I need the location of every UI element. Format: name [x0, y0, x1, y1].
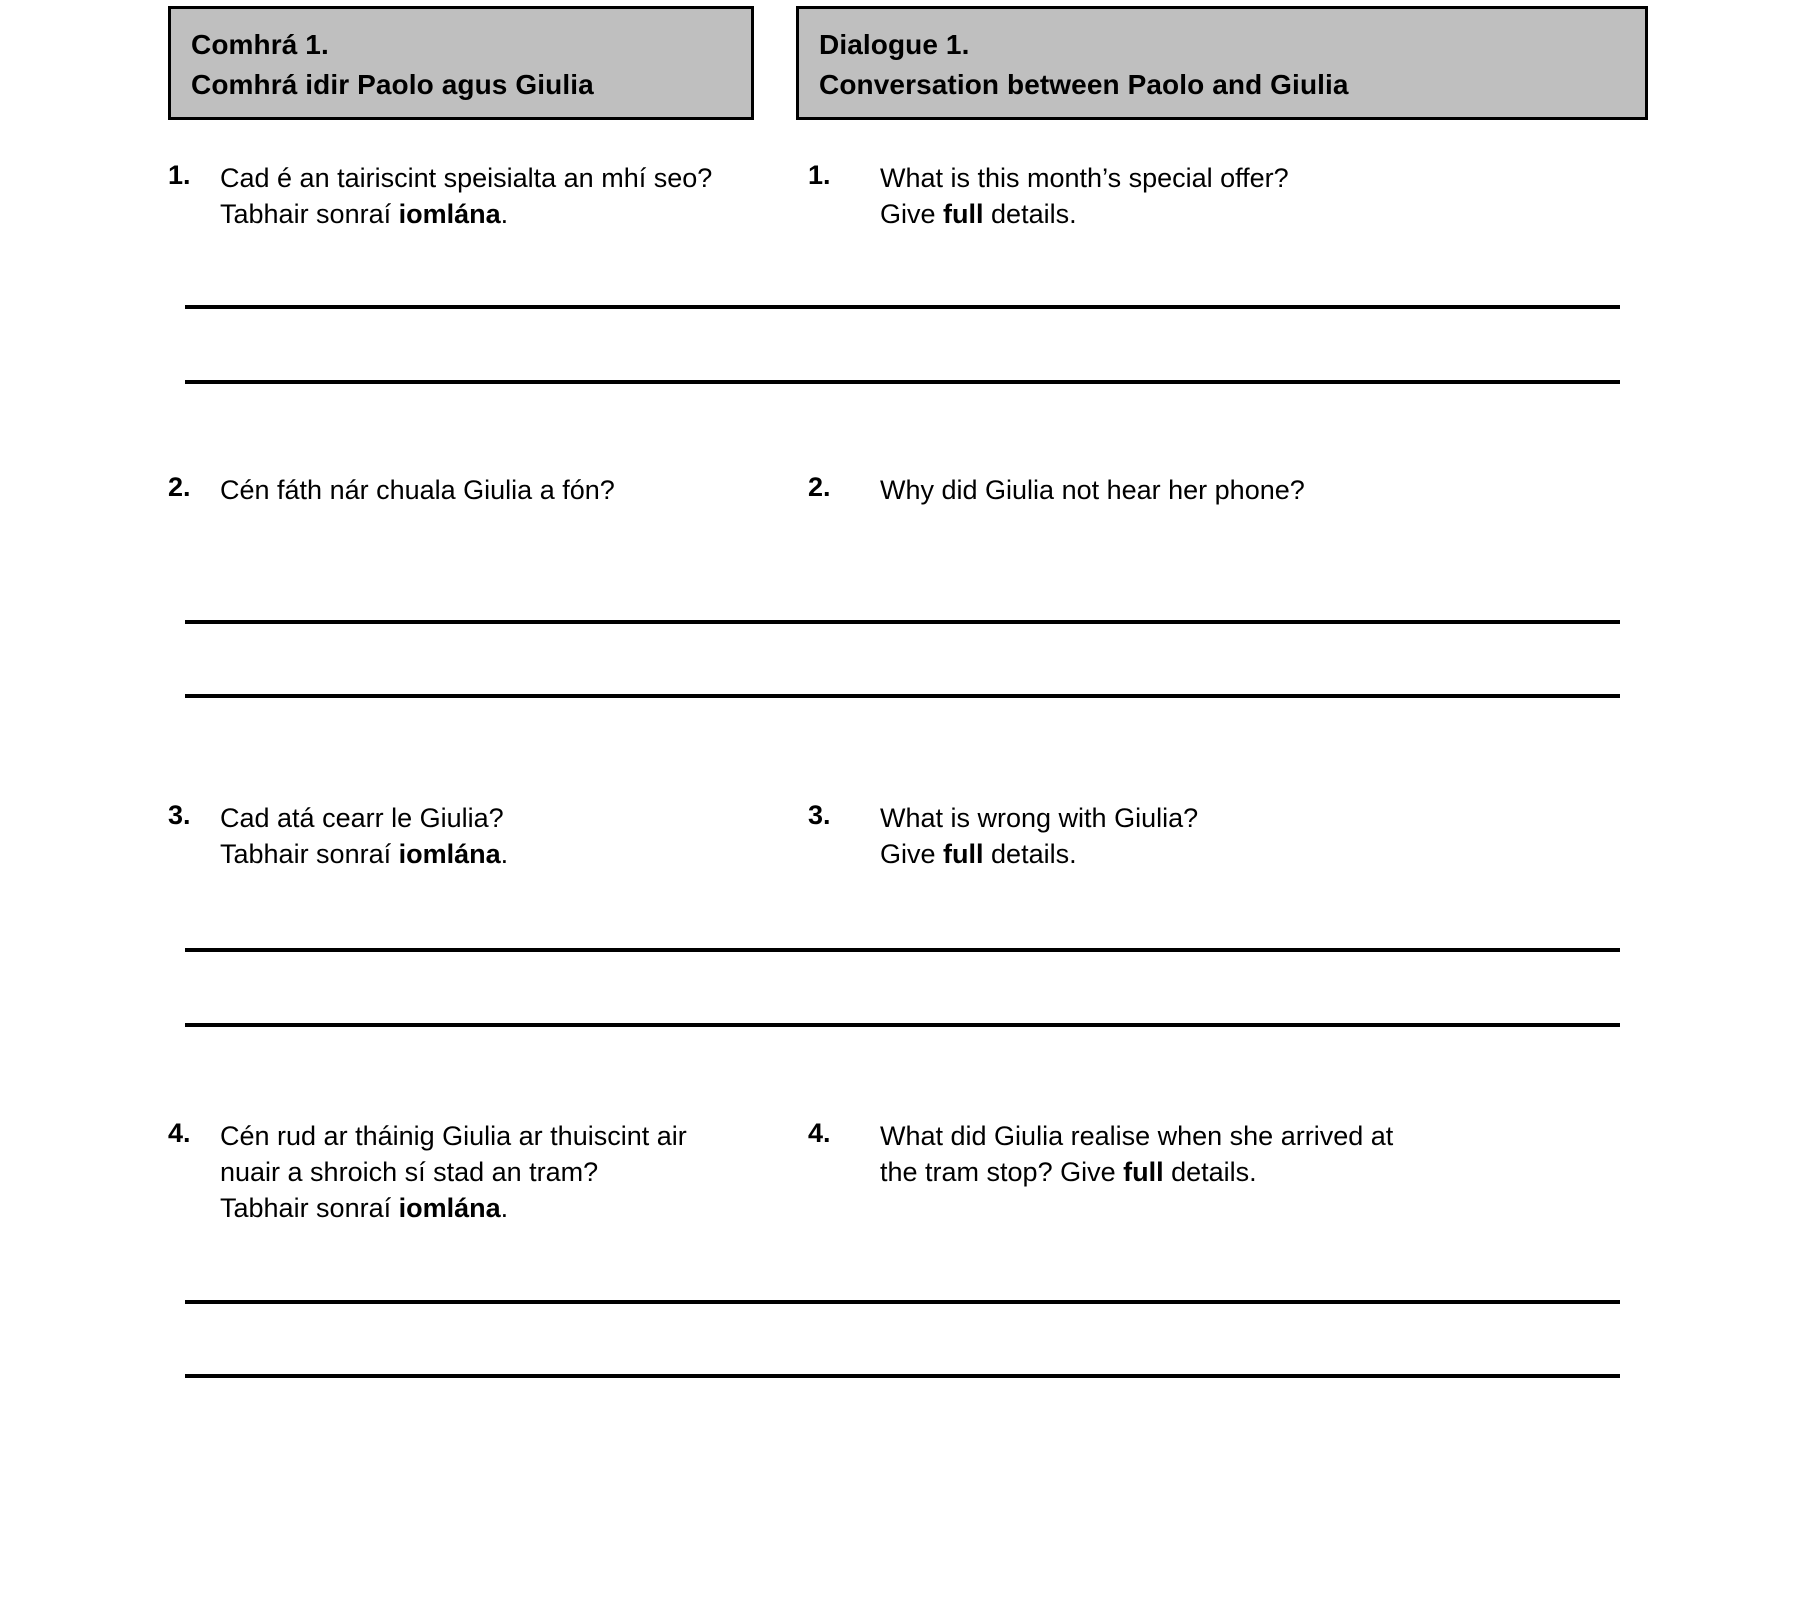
question-4-irish-item	[168, 1118, 768, 1227]
question-1-english-line1: What is this month’s special offer?	[880, 163, 1289, 193]
question-3-english-number: 3.	[808, 800, 831, 830]
question-4-english-text	[880, 1118, 1648, 1190]
question-1-irish-number: 1.	[168, 160, 191, 190]
question-1-english-text	[880, 160, 1648, 232]
header-irish-line1: Comhrá 1.	[191, 29, 329, 60]
q4-english-l1b-post: details.	[1163, 1157, 1257, 1188]
q4-irish-l2-bold: iomlána	[398, 1193, 501, 1224]
q1-irish-l2-pre: Tabhair sonraí	[220, 199, 399, 230]
question-4-irish	[168, 1118, 768, 1227]
question-1-english-item	[808, 160, 1648, 232]
question-4-english-line1: What did Giulia realise when she arrived at	[880, 1121, 1394, 1151]
question-1-english-number: 1.	[808, 160, 831, 190]
header-box-english	[796, 6, 1648, 120]
question-4-irish-number: 4.	[168, 1118, 191, 1148]
q4-english-l1b-bold: full	[1123, 1157, 1164, 1188]
question-2-irish-text	[220, 472, 768, 508]
q4-irish-l2-pre: Tabhair sonraí	[220, 1193, 399, 1224]
header-row	[168, 6, 1648, 120]
question-2-english-text	[880, 472, 1648, 508]
answer-rule-1b[interactable]	[185, 380, 1620, 384]
header-box-irish	[168, 6, 754, 120]
question-3-english-line2	[880, 836, 1648, 872]
question-2-irish	[168, 472, 768, 508]
question-1-irish-text	[220, 160, 768, 232]
q3-english-l2-pre: Give	[880, 839, 944, 870]
question-2-irish-line1: Cén fáth nár chuala Giulia a fón?	[220, 475, 615, 505]
question-1-irish-item	[168, 160, 768, 232]
q1-english-l2-post: details.	[983, 199, 1077, 230]
q3-irish-l2-post: .	[500, 839, 509, 870]
question-3-irish-line2	[220, 836, 768, 872]
question-1-irish-line1: Cad é an tairiscint speisialta an mhí seo?	[220, 163, 713, 193]
question-2-english-item	[808, 472, 1648, 508]
question-4-irish-line2	[220, 1190, 768, 1226]
header-irish-line2: Comhrá idir Paolo agus Giulia	[191, 68, 594, 100]
question-1-irish-line2	[220, 196, 768, 232]
question-3-irish	[168, 800, 768, 872]
q3-irish-l2-pre: Tabhair sonraí	[220, 839, 399, 870]
answer-rule-1a[interactable]	[185, 305, 1620, 309]
question-3-english-item	[808, 800, 1648, 872]
answer-rule-2b[interactable]	[185, 694, 1620, 698]
header-english-line2: Conversation between Paolo and Giulia	[819, 68, 1349, 100]
question-1-english	[808, 160, 1648, 232]
question-4-irish-line1b: nuair a shroich sí stad an tram?	[220, 1157, 599, 1188]
question-3-english-text	[880, 800, 1648, 872]
question-4-english-line1b	[880, 1154, 1648, 1190]
answer-rule-3b[interactable]	[185, 1023, 1620, 1027]
question-2-irish-number: 2.	[168, 472, 191, 502]
q3-english-l2-post: details.	[983, 839, 1077, 870]
header-english-line1: Dialogue 1.	[819, 29, 970, 60]
q3-english-l2-bold: full	[943, 839, 984, 870]
question-3-english-line1: What is wrong with Giulia?	[880, 803, 1199, 833]
question-1-english-line2	[880, 196, 1648, 232]
question-3-irish-item	[168, 800, 768, 872]
q3-irish-l2-bold: iomlána	[398, 839, 501, 870]
question-2-english-line1: Why did Giulia not hear her phone?	[880, 475, 1305, 505]
answer-rule-4b[interactable]	[185, 1374, 1620, 1378]
q4-english-l1b-pre: the tram stop? Give	[880, 1157, 1124, 1188]
question-4-irish-text	[220, 1118, 768, 1227]
question-4-english-item	[808, 1118, 1648, 1190]
q1-english-l2-bold: full	[943, 199, 984, 230]
q1-irish-l2-bold: iomlána	[398, 199, 501, 230]
question-3-english	[808, 800, 1648, 872]
q4-irish-l2-post: .	[500, 1193, 509, 1224]
question-2-english-number: 2.	[808, 472, 831, 502]
answer-rule-4a[interactable]	[185, 1300, 1620, 1304]
q1-english-l2-pre: Give	[880, 199, 944, 230]
question-2-irish-item	[168, 472, 768, 508]
answer-rule-3a[interactable]	[185, 948, 1620, 952]
question-4-english-number: 4.	[808, 1118, 831, 1148]
q1-irish-l2-post: .	[500, 199, 509, 230]
answer-rule-2a[interactable]	[185, 620, 1620, 624]
question-3-irish-number: 3.	[168, 800, 191, 830]
question-4-english	[808, 1118, 1648, 1190]
question-3-irish-text	[220, 800, 768, 872]
question-1-irish	[168, 160, 768, 232]
question-4-irish-line1: Cén rud ar tháinig Giulia ar thuiscint air	[220, 1121, 687, 1151]
question-3-irish-line1: Cad atá cearr le Giulia?	[220, 803, 504, 833]
question-2-english	[808, 472, 1648, 508]
